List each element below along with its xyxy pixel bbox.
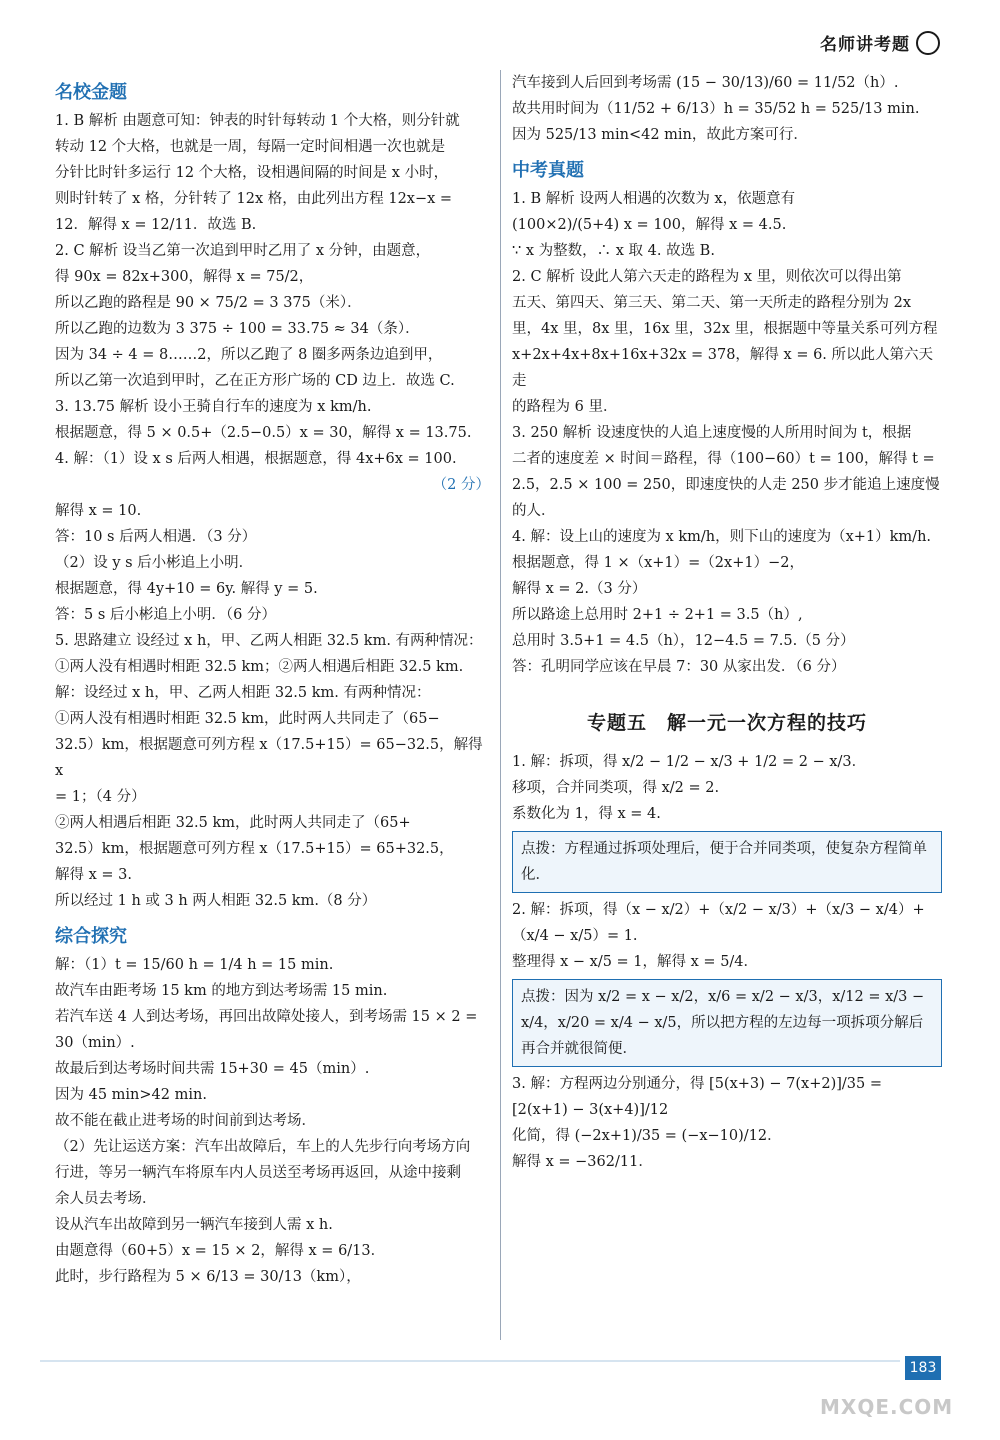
topic-2-line-1: 2. 解：拆项，得（x − x/2）+（x/2 − x/3）+（x/3 − x/4）+（x/4 − x/5）= 1. — [512, 902, 925, 944]
header-title: 名师讲考题 — [820, 35, 910, 55]
answer-6-line-5: 故最后到达考场时间共需 15+30 = 45（min）. — [55, 1061, 370, 1077]
topic-3-line-1: 3. 解：方程两边分别通分，得 [5(x+3) − 7(x+2)]/35 = [2(x+1) − 3(x+4)]/12 — [512, 1076, 883, 1118]
answer-5-line-1: 5. 思路建立 设经过 x h，甲、乙两人相距 32.5 km. 有两种情况： — [55, 633, 483, 649]
exam-2-line-2: 五天、第四天、第三天、第二天、第一天所走的路程分别为 2x — [512, 295, 912, 311]
exam-1-line-2: (100×2)/(5+4) x = 100，解得 x = 4.5. — [512, 217, 787, 233]
answer-1-line-3: 分针比时针多运行 12 个大格，设相遇间隔的时间是 x 小时， — [55, 165, 449, 181]
topic-title: 专题五 解一元一次方程的技巧 — [586, 712, 867, 734]
section-title-famous-school: 名校金题 — [55, 82, 127, 103]
page-header — [820, 30, 940, 55]
answer-4-line-4: 答：10 s 后两人相遇．（3 分） — [55, 529, 257, 545]
exam-1-line-1: 1. B 解析 设两人相遇的次数为 x，依题意有 — [512, 191, 796, 207]
answer-6-line-4: 30（min）. — [55, 1035, 135, 1051]
answer-2-line-3: 所以乙跑的路程是 90 × 75/2 = 3 375（米）． — [55, 295, 362, 311]
exam-1-line-3: ∵ x 为整数，∴ x 取 4. 故选 B. — [512, 243, 715, 259]
answer-5-line-2: ①两人没有相遇时相距 32.5 km；②两人相遇后相距 32.5 km. — [55, 659, 464, 675]
section-title-comprehensive: 综合探究 — [55, 926, 127, 947]
tip-box-1: 点拨：方程通过拆项处理后，便于合并同类项，使复杂方程简单化． — [512, 831, 942, 893]
watermark: MXQE.COM — [820, 1395, 954, 1419]
answer-2-line-4: 所以乙跑的边数为 3 375 ÷ 100 = 33.75 ≈ 34（条）． — [55, 321, 420, 337]
exam-3-line-4: 的人． — [512, 503, 556, 519]
continuation-line-3: 因为 525/13 min<42 min，故此方案可行． — [512, 127, 808, 143]
topic-1-line-1: 1. 解：拆项，得 x/2 − 1/2 − x/3 + 1/2 = 2 − x/3． — [512, 754, 867, 770]
answer-1-line-4: 则时针转了 x 格，分针转了 12x 格，由此列出方程 12x−x = — [55, 191, 453, 207]
answer-1-line-1: 1. B 解析 由题意可知：钟表的时针每转动 1 个大格，则分针就 — [55, 113, 460, 129]
answer-6-line-13: 此时，步行路程为 5 × 6/13 = 30/13（km）， — [55, 1269, 361, 1285]
exam-4-line-1: 4. 解：设上山的速度为 x km/h，则下山的速度为（x+1）km/h. — [512, 529, 932, 545]
exam-4-line-6: 答：孔明同学应该在早晨 7：30 从家出发．（6 分） — [512, 659, 846, 675]
answer-6-line-3: 若汽车送 4 人到达考场，再回出故障处接人，到考场需 15 × 2 = — [55, 1009, 478, 1025]
topic-3-line-2: 化简，得 (−2x+1)/35 = (−x−10)/12． — [512, 1128, 782, 1144]
exam-3-line-2: 二者的速度差 × 时间＝路程，得（100−60）t = 100，解得 t = — [512, 451, 935, 467]
answer-3-line-2: 根据题意，得 5 × 0.5+（2.5−0.5）x = 30，解得 x = 13.75. — [55, 425, 472, 441]
answer-2-line-5: 因为 34 ÷ 4 = 8……2，所以乙跑了 8 圈多两条边追到甲， — [55, 347, 443, 363]
answer-5-line-5: 32.5）km，根据题意可列方程 x（17.5+15）= 65−32.5，解得 x — [55, 737, 483, 779]
footer-rule — [40, 1360, 900, 1362]
column-divider — [500, 70, 501, 1340]
exam-4-line-4: 所以路途上总用时 2+1 ÷ 2+1 = 3.5（h）, — [512, 607, 803, 623]
page-number: 183 — [905, 1356, 941, 1380]
answer-2-line-2: 得 90x = 82x+300，解得 x = 75/2， — [55, 269, 314, 285]
continuation-line-1: 汽车接到人后回到考场需 (15 − 30/13)/60 = 11/52（h）. — [512, 75, 899, 91]
topic-3-line-3: 解得 x = −362/11． — [512, 1154, 653, 1170]
exam-2-line-3: 里，4x 里，8x 里，16x 里，32x 里，根据题中等量关系可列方程 — [512, 321, 938, 337]
answer-3-line-1: 3. 13.75 解析 设小王骑自行车的速度为 x km/h. — [55, 399, 372, 415]
answer-5-line-6: = 1；（4 分） — [55, 789, 146, 805]
exam-2-line-1: 2. C 解析 设此人第六天走的路程为 x 里，则依次可以得出第 — [512, 269, 902, 285]
answer-5-line-3: 解：设经过 x h，甲、乙两人相距 32.5 km. 有两种情况： — [55, 685, 431, 701]
answer-6-line-8: （2）先让运送方案：汽车出故障后，车上的人先步行向考场方向 — [55, 1139, 471, 1155]
left-column — [55, 70, 490, 1290]
answer-1-line-5: 12．解得 x = 12/11．故选 B. — [55, 217, 257, 233]
answer-4-line-3: 解得 x = 10. — [55, 503, 142, 519]
tip-box-2: 点拨：因为 x/2 = x − x/2，x/6 = x/2 − x/3，x/12 = x/3 − x/4，x/20 = x/4 − x/5，所以把方程的左边每一项拆项分解后再合并就很简便． — [512, 979, 942, 1067]
right-column — [512, 70, 942, 1175]
answer-5-line-9: 解得 x = 3. — [55, 867, 132, 883]
answer-4-line-7: 答：5 s 后小彬追上小明．（6 分） — [55, 607, 276, 623]
exam-2-line-4: x+2x+4x+8x+16x+32x = 378，解得 x = 6. 所以此人第六天走 — [512, 347, 934, 389]
section-title-exam-real: 中考真题 — [512, 160, 584, 181]
answer-5-line-10: 所以经过 1 h 或 3 h 两人相距 32.5 km.（8 分） — [55, 893, 377, 909]
exam-4-line-2: 根据题意，得 1 ×（x+1）=（2x+1）−2， — [512, 555, 804, 571]
answer-6-line-7: 故不能在截止进考场的时间前到达考场． — [55, 1113, 316, 1129]
exam-3-line-3: 2.5，2.5 × 100 = 250，即速度快的人走 250 步才能追上速度慢 — [512, 477, 940, 493]
answer-5-line-8: 32.5）km，根据题意可列方程 x（17.5+15）= 65+32.5， — [55, 841, 454, 857]
answer-6-line-2: 故汽车由距考场 15 km 的地方到达考场需 15 min. — [55, 983, 388, 999]
answer-2-line-6: 所以乙第一次追到甲时，乙在正方形广场的 CD 边上．故选 C. — [55, 373, 455, 389]
exam-3-line-1: 3. 250 解析 设速度快的人追上速度慢的人所用时间为 t，根据 — [512, 425, 912, 441]
answer-5-line-4: ①两人没有相遇时相距 32.5 km，此时两人共同走了（65− — [55, 711, 440, 727]
answer-6-line-9: 行进，等另一辆汽车将原车内人员送至考场再返回，从途中接剩 — [55, 1165, 461, 1181]
topic-2-line-2: 整理得 x − x/5 = 1，解得 x = 5/4． — [512, 954, 759, 970]
answer-1-line-2: 转动 12 个大格，也就是一周，每隔一定时间相遇一次也就是 — [55, 139, 446, 155]
answer-4-line-5: （2）设 y s 后小彬追上小明． — [55, 555, 254, 571]
topic-1-line-3: 系数化为 1，得 x = 4. — [512, 806, 661, 822]
answer-2-line-1: 2. C 解析 设当乙第一次追到甲时乙用了 x 分钟，由题意， — [55, 243, 431, 259]
exam-2-line-5: 的路程为 6 里． — [512, 399, 618, 415]
exam-4-line-5: 总用时 3.5+1 = 4.5（h），12−4.5 = 7.5.（5 分） — [512, 633, 855, 649]
answer-4-line-1: 4. 解：（1）设 x s 后两人相遇，根据题意，得 4x+6x = 100. — [55, 451, 457, 467]
answer-6-line-6: 因为 45 min>42 min. — [55, 1087, 207, 1103]
answer-4-line-6: 根据题意，得 4y+10 = 6y. 解得 y = 5. — [55, 581, 318, 597]
answer-6-line-10: 余人员去考场． — [55, 1191, 157, 1207]
answer-6-line-1: 解：（1）t = 15/60 h = 1/4 h = 15 min. — [55, 957, 334, 973]
topic-1-line-2: 移项，合并同类项，得 x/2 = 2. — [512, 780, 720, 796]
score-mark: （2 分） — [432, 477, 490, 493]
header-logo-icon — [916, 31, 940, 55]
answer-5-line-7: ②两人相遇后相距 32.5 km，此时两人共同走了（65+ — [55, 815, 411, 831]
answer-6-line-11: 设从汽车出故障到另一辆汽车接到人需 x h. — [55, 1217, 333, 1233]
answer-6-line-12: 由题意得（60+5）x = 15 × 2，解得 x = 6/13． — [55, 1243, 386, 1259]
continuation-line-2: 故共用时间为（11/52 + 6/13）h = 35/52 h = 525/13 min. — [512, 101, 920, 117]
exam-4-line-3: 解得 x = 2.（3 分） — [512, 581, 647, 597]
